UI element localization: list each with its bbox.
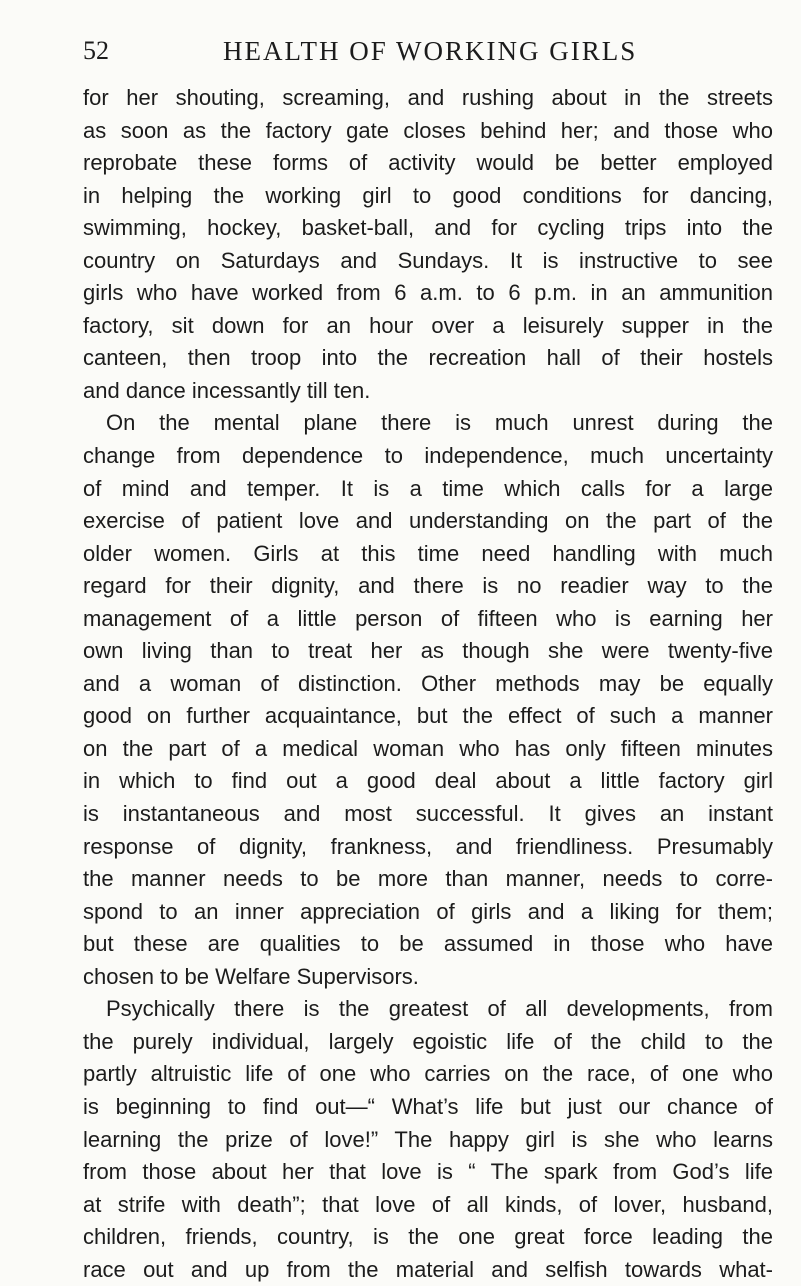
body-text: [83, 82, 773, 1286]
text-line: factory, sit down for an hour over a leisurely supper in the: [83, 312, 773, 338]
text-line: change from dependence to independence, much uncertainty: [83, 443, 773, 469]
text-line: reprobate these forms of activity would be better employed: [83, 150, 773, 176]
text-line: swimming, hockey, basket-ball, and for cycling trips into the: [83, 215, 773, 241]
text-line: own living than to treat her as though she were twenty-five: [83, 638, 773, 664]
text-line: good on further acquaintance, but the effect of such a manner: [83, 703, 773, 729]
text-line: and a woman of distinction. Other methods may be equally: [83, 670, 773, 696]
text-line: chosen to be Welfare Supervisors.: [83, 963, 419, 989]
text-line: exercise of patient love and understanding on the part of the: [83, 508, 773, 534]
text-line: partly altruistic life of one who carries on the race, of one who: [83, 1061, 773, 1087]
text-line: older women. Girls at this time need handling with much: [83, 540, 773, 566]
text-line: the purely individual, largely egoistic life of the child to the: [83, 1028, 773, 1054]
text-line: in which to find out a good deal about a little factory girl: [83, 768, 773, 794]
running-head: [83, 28, 773, 68]
running-title: HEALTH OF WORKING GIRLS: [223, 36, 638, 66]
text-line: children, friends, country, is the one great force leading the: [83, 1224, 773, 1250]
text-line: canteen, then troop into the recreation hall of their hostels: [83, 345, 773, 371]
text-line: girls who have worked from 6 a.m. to 6 p.m. in an ammunition: [83, 280, 773, 306]
text-line: is instantaneous and most successful. It gives an instant: [83, 801, 773, 827]
text-line: learning the prize of love!” The happy girl is she who learns: [83, 1126, 773, 1152]
text-line: at strife with death”; that love of all kinds, of lover, husband,: [83, 1191, 773, 1217]
text-line: and dance incessantly till ten.: [83, 377, 371, 403]
text-line: management of a little person of fifteen who is earning her: [83, 605, 773, 631]
text-line: spond to an inner appreciation of girls and a liking for them;: [83, 898, 773, 924]
text-line: the manner needs to be more than manner, needs to corre-: [83, 866, 773, 892]
text-line: but these are qualities to be assumed in those who have: [83, 931, 773, 957]
text-line: is beginning to find out—“ What’s life but just our chance of: [83, 1093, 773, 1119]
text-line: from those about her that love is “ The spark from God’s life: [83, 1159, 773, 1185]
text-line: for her shouting, screaming, and rushing about in the streets: [83, 85, 773, 110]
text-line: Psychically there is the greatest of all developments, from: [106, 996, 773, 1022]
page-number: 52: [83, 36, 109, 65]
text-line: race out and up from the material and selfish towards what-: [83, 1256, 773, 1282]
text-line: country on Saturdays and Sundays. It is instructive to see: [83, 247, 773, 273]
text-line: regard for their dignity, and there is no readier way to the: [83, 573, 773, 599]
text-line: on the part of a medical woman who has only fifteen minutes: [83, 735, 773, 761]
text-line: On the mental plane there is much unrest during the: [106, 410, 773, 436]
text-line: as soon as the factory gate closes behind her; and those who: [83, 117, 773, 143]
text-line: of mind and temper. It is a time which calls for a large: [83, 475, 773, 501]
text-line: response of dignity, frankness, and friendliness. Presumably: [83, 833, 773, 859]
text-line: in helping the working girl to good conditions for dancing,: [83, 182, 773, 208]
